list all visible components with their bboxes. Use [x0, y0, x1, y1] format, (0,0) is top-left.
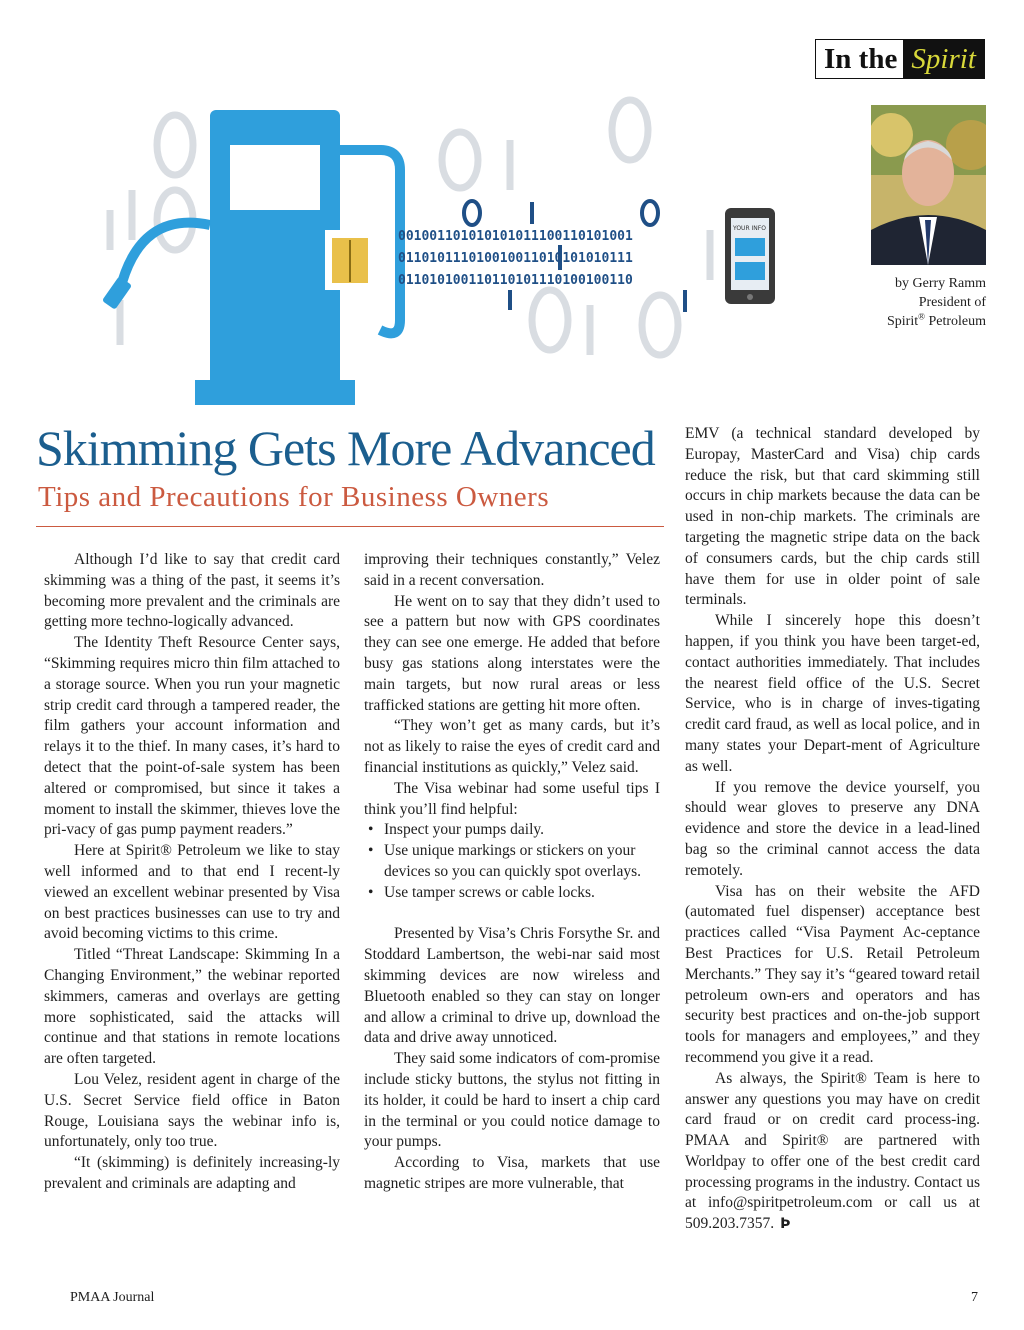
binary-row-3: 011010100110110101110100100110 — [398, 273, 633, 288]
paragraph: “It (skimming) is definitely increasing-ly prevalent and criminals are adapting and — [44, 1154, 340, 1192]
phone-icon — [725, 208, 775, 304]
paragraph: Here at Spirit® Petroleum we like to stay well informed and to that end I recent-ly viewed an excellent webinar presented by Visa on best practices businesses can use to try and avoid becoming victims to this crime. — [44, 842, 340, 943]
paragraph: If you remove the device yourself, you should wear gloves to preserve any DNA evidence and store the device in a lead-lined bag so the criminal cannot access the data remotely. — [685, 778, 980, 879]
end-mark-icon: Þ — [780, 1216, 791, 1233]
article-column-2 — [364, 550, 660, 1195]
paragraph: EMV (a technical standard developed by Europay, MasterCard and Visa) chip cards reduce the risk, but that card skimming still occurs in chip markets because the data can be used in non-chip markets. The criminals are targeting the magnetic stripe data on the back of consumers cards, but the chip cards still have them for use in older point of sale terminals. — [685, 425, 980, 609]
paragraph: Although I’d like to say that credit card skimming was a thing of the past, it seems it’s becoming more prevalent and the criminals are getting more techno-logically advanced. — [44, 551, 340, 631]
author-photo — [871, 105, 986, 265]
paragraph: Presented by Visa’s Chris Forsythe Sr. and Stoddard Lambertson, the webi-nar said most skimming devices are now wireless and Bluetooth enabled so they can stay on longer and allow a criminal to drive up, download the data and drive away unnoticed. — [364, 925, 660, 1047]
author-byline — [887, 274, 986, 331]
byline-role: President of — [918, 295, 986, 310]
paragraph: Lou Velez, resident agent in charge of the U.S. Secret Service field office in Baton Rouge, Louisiana says the webinar info is, unfortunately, only too true. — [44, 1070, 340, 1151]
badge-prefix: In the — [824, 42, 898, 75]
list-item: • Use tamper screws or cable locks. — [384, 883, 660, 904]
paragraph-final: As always, the Spirit® Team is here to answer any questions you may have on credit card fraud or on credit card process-ing. PMAA and Spirit® are partnered with Worldpay to offer one of the best credit card processing programs in the industry. Contact us at info@spiritpetroleum.com or call us at 509.203.7357. Þ — [685, 1069, 980, 1233]
article-column-1 — [44, 550, 340, 1195]
paragraph: According to Visa, markets that use magnetic stripes are more vulnerable, that — [364, 1154, 660, 1192]
page-number: 7 — [971, 1290, 978, 1305]
badge-word: Spirit — [903, 40, 984, 78]
paragraph: They said some indicators of com-promise include sticky buttons, the stylus not fitting in its holder, it could be hard to insert a chip card in the terminal or you could notice damage to your pumps. — [364, 1050, 660, 1151]
article-title: Skimming Gets More Advanced — [36, 420, 655, 476]
paragraph: He went on to say that they didn’t used to see a pattern but now with GPS coordinates they can see one emerge. He added that before busy gas stations along interstates were the main targets, but now rural areas or less trafficked stations are getting hit more often. — [364, 592, 660, 714]
list-item: • Use unique markings or stickers on your devices so you can quickly spot overlays. — [384, 841, 660, 883]
article-subtitle: Tips and Precautions for Business Owners — [38, 481, 550, 513]
title-divider — [36, 526, 664, 527]
paragraph: Visa has on their website the AFD (automated fuel dispenser) acceptance best practices called “Visa Payment Ac-ceptance Best Practices for U.S. Retail Petroleum Merchants.” They say it’s “geared toward retail petroleum own-ers and operators and has security best practices and on-the-job support tools for managers and employees,” and they recommend you give it a read. — [685, 882, 980, 1066]
binary-row-1: 001001101010101011100110101001 — [398, 229, 633, 244]
paragraph: The Visa webinar had some useful tips I think you’ll find helpful: — [364, 779, 660, 818]
binary-row-2: 011010111010010011010101010111 — [398, 251, 633, 266]
binary-stream — [398, 229, 633, 288]
paragraph: While I sincerely hope this doesn’t happen, if you think you have been target-ed, contact authorities immediately. That includes the nearest field office of the U.S. Secret Service, who is in charge of inves-tigating credit card fraud, as well as local police, and in many states your Depart-ment of Agriculture as well. — [685, 612, 980, 775]
journal-name: PMAA Journal — [70, 1290, 155, 1305]
byline-company: Spirit® Petroleum — [886, 311, 986, 329]
section-badge — [815, 39, 985, 79]
byline-author: by Gerry Ramm — [895, 276, 986, 291]
paragraph: Titled “Threat Landscape: Skimming In a Changing Environment,” the webinar reported skimmers, cameras and overlays are getting more sophisticated, said the attacks will continue and that stations in remote locations are often targeted. — [44, 946, 340, 1068]
phone-label: YOUR INFO — [733, 225, 766, 232]
tips-list — [364, 820, 660, 903]
paragraph: “They won’t get as many cards, but it’s not as likely to raise the eyes of credit card and financial institutions as quickly,” Velez said. — [364, 717, 660, 776]
hero-illustration — [80, 90, 800, 410]
list-item: • Inspect your pumps daily. — [384, 820, 660, 841]
article-column-3 — [685, 424, 980, 1235]
fuel-pump-icon — [102, 110, 400, 405]
paragraph: improving their techniques constantly,” Velez said in a recent conversation. — [364, 551, 660, 589]
paragraph: The Identity Theft Resource Center says, “Skimming requires micro thin film attached to a storage source. When you run your magnetic strip credit card through a tampered reader, the film gathers your account information and relays it to the thief. In many cases, it’s hard to detect that the point-of-sale system has been altered or compromised, but since it takes a moment to install the skimmer, thieves love the pri-vacy of gas pump payment readers.” — [44, 634, 340, 839]
